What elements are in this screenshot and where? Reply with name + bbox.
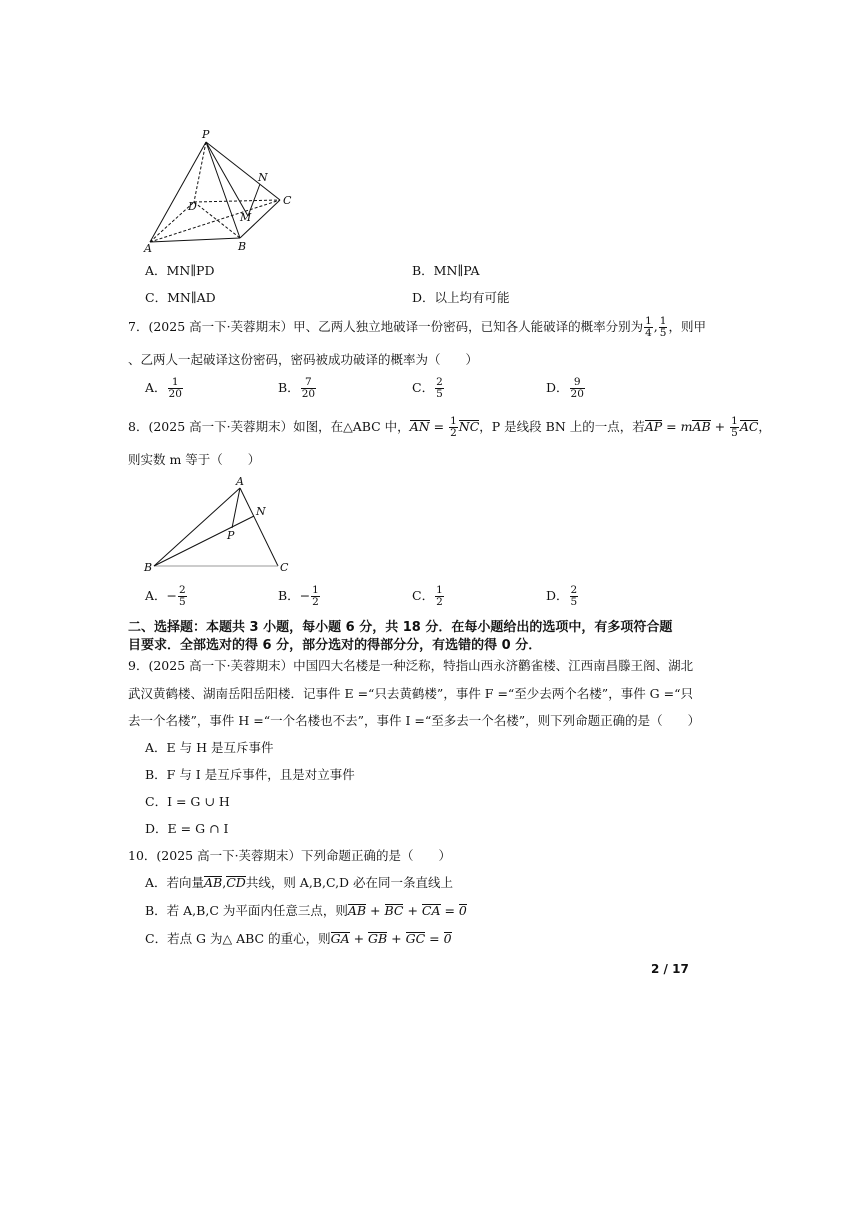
section2-heading-line2: 目要求．全部选对的得 6 分，部分选对的得部分分，有选错的得 0 分． [128,638,542,653]
q7-option-a: A． $\frac{1}{20}$ [145,376,182,400]
label-a: A [144,242,152,255]
q7-stem-line1: 7．(2025 高一下·芙蓉期末）甲、乙两人独立地破译一份密码，已知各人能破译的概率分别为 $\frac{1}{4}$ , $\frac{1}{5}$ ，则甲 [128,315,706,339]
q9-option-d: D．E = G ∩ I [145,821,229,836]
triangle-figure [140,474,300,578]
q8-stem-line1: 8．(2025 高一下·芙蓉期末）如图，在△ABC 中，AN = $\frac{1}{2}$ NC，P 是线段 BN 上的一点，若AP = mAB + $\frac{1}{5}$ AC， [128,415,771,439]
q8-option-d: D． $\frac{2}{5}$ [546,584,578,608]
label-d: D [188,200,197,213]
label-n: N [258,171,268,184]
q9-option-c: C．I = G ∪ H [145,794,230,809]
pyramid-figure [140,128,300,256]
section2-heading-line1: 二、选择题：本题共 3 小题，每小题 6 分，共 18 分．在每小题给出的选项中，有多项符合题 [128,620,673,635]
q10-option-a: A．若向量AB,CD共线，则 A,B,C,D 必在同一条直线上 [145,875,454,890]
q6-option-b: B．MN∥PA [412,263,480,278]
q7-p2: $\frac{1}{5}$ [659,315,667,339]
q9-option-b: B．F 与 I 是互斥事件，且是对立事件 [145,767,355,782]
q10-option-c: C．若点 G 为△ ABC 的重心，则GA + GB + GC = 0 [145,931,452,946]
label-m: M [240,211,252,224]
q7-stem-line2: 、乙两人一起破译这份密码，密码被成功破译的概率为（ ） [128,352,479,367]
q8-option-b: B．− $\frac{1}{2}$ [278,584,319,608]
tri-label-c: C [280,561,289,574]
label-b: B [238,240,247,253]
q7-option-c: C． $\frac{2}{5}$ [412,376,443,400]
label-c: C [283,194,292,207]
q10-option-b: B．若 A,B,C 为平面内任意三点，则AB + BC + CA = 0 [145,903,467,918]
q7-option-d: D． $\frac{9}{20}$ [546,376,584,400]
q6-option-d: D．以上均有可能 [412,290,510,305]
tri-label-a: A [236,475,244,488]
tri-label-b: B [144,561,153,574]
page-number: 2 / 17 [651,962,689,976]
q6-option-a: A．MN∥PD [145,263,215,278]
q8-stem-line2: 则实数 m 等于（ ） [128,452,261,467]
q10-stem: 10．(2025 高一下·芙蓉期末）下列命题正确的是（ ） [128,848,452,863]
q9-stem-line1: 9．(2025 高一下·芙蓉期末）中国四大名楼是一种泛称，特指山西永济鹳雀楼、江西南昌滕王阁、湖北 [128,658,694,673]
q9-stem-line3: 去一个名楼”，事件 H =“一个名楼也不去”，事件 I =“至多去一个名楼”，则下列命题正确的是（ ） [128,713,701,728]
q8-option-c: C． $\frac{1}{2}$ [412,584,443,608]
q8-option-a: A．− $\frac{2}{5}$ [145,584,186,608]
q9-stem-line2: 武汉黄鹤楼、湖南岳阳岳阳楼．记事件 E =“只去黄鹤楼”，事件 F =“至少去两个名楼”，事件 G =“只 [128,686,693,701]
tri-label-n: N [256,505,266,518]
label-p: P [202,128,210,141]
q7-p1: $\frac{1}{4}$ [645,315,652,339]
q6-option-c: C．MN∥AD [145,290,216,305]
tri-label-p: P [227,529,235,542]
q7-option-b: B． $\frac{7}{20}$ [278,376,316,400]
q9-option-a: A．E 与 H 是互斥事件 [145,740,274,755]
